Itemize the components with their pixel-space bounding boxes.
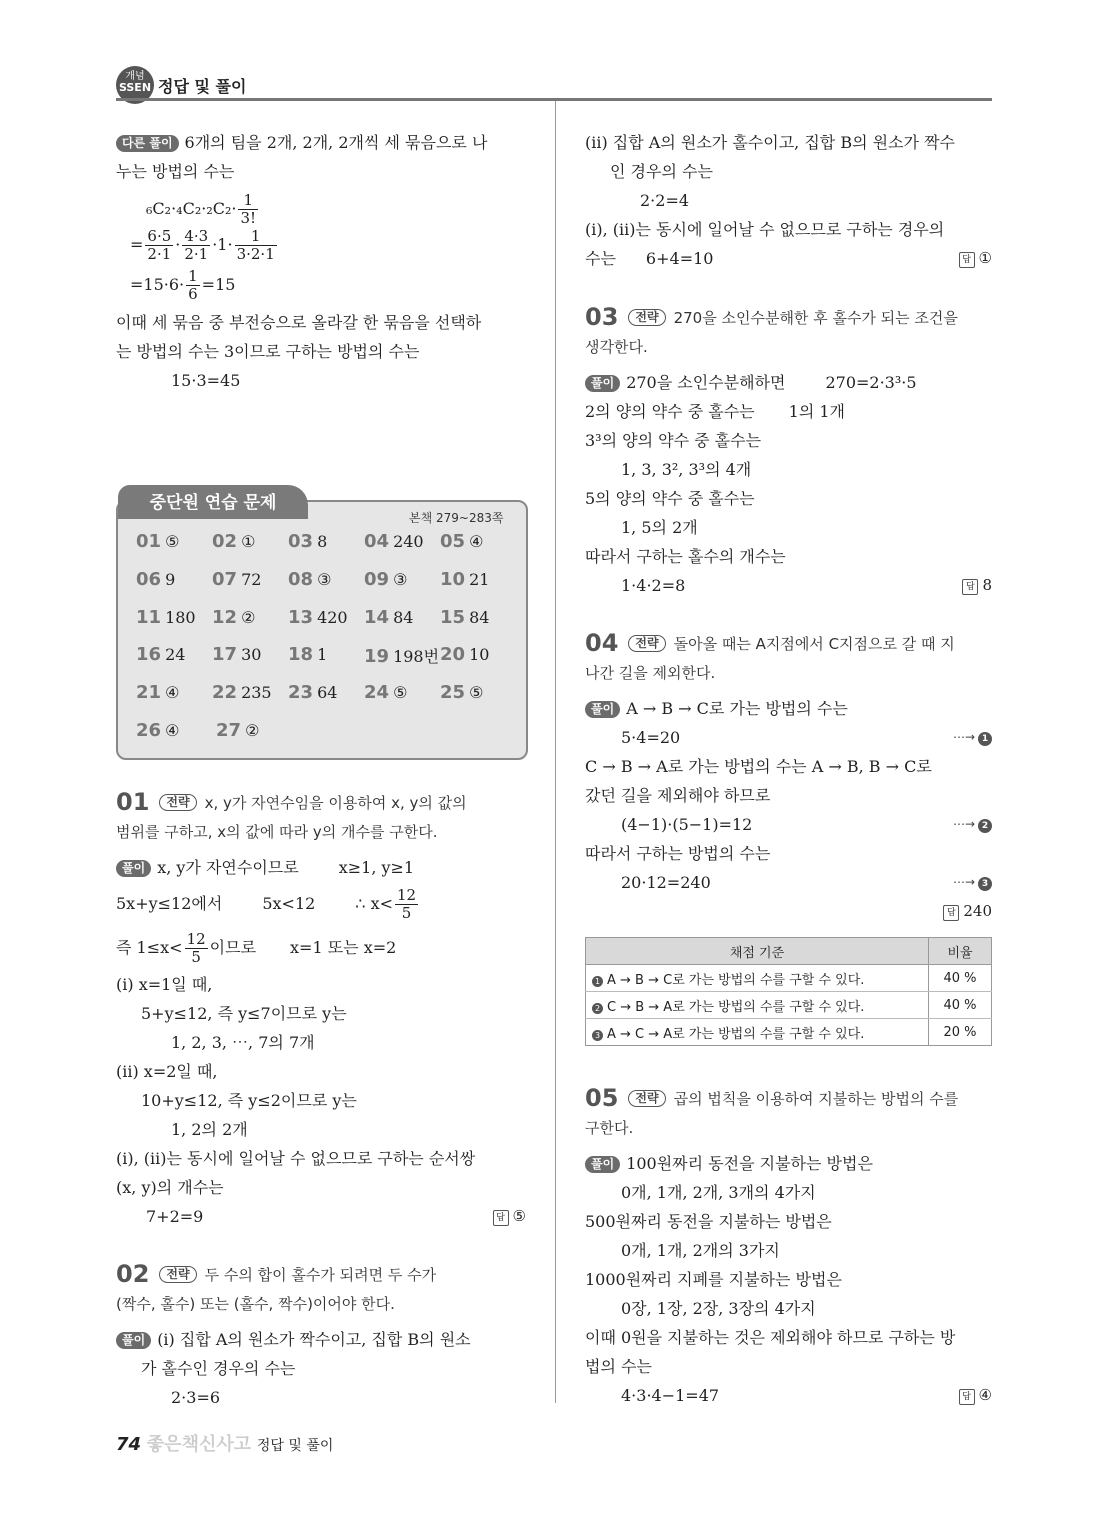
answer-value: ⑤ (512, 1207, 526, 1225)
denominator: 5 (401, 904, 412, 922)
alt-solution-badge: 다른 풀이 (116, 135, 179, 152)
equation-text: =15 (201, 275, 236, 294)
answer-value: 8 (317, 532, 328, 551)
criterion-text: A → C → A로 가는 방법의 수를 구할 수 있다. (607, 1026, 865, 1042)
answer-cell (136, 531, 212, 561)
column-divider (555, 101, 556, 1403)
strategy-text: 270을 소인수분해한 후 홀수가 되는 조건을 (673, 309, 958, 327)
answer-cell (440, 569, 516, 599)
equation-text: (4−1)·(5−1)=12 (621, 815, 753, 834)
table-cell: 40 % (929, 965, 992, 992)
answer-mark (959, 244, 992, 273)
answer-number: 16 (136, 644, 162, 665)
strategy-badge: 전략 (159, 1266, 196, 1283)
answer-number: 26 (136, 720, 162, 741)
text-line: 수는 (585, 249, 616, 268)
text-line: C → B → A로 가는 방법의 수는 A → B, B → C로 (585, 757, 932, 776)
equation-line (116, 268, 526, 308)
denominator: 3·2·1 (236, 245, 275, 263)
answer-cell (212, 682, 288, 712)
answer-cell (288, 569, 364, 599)
text-line: 5+y≤12, 즉 y≤7이므로 y는 (141, 1004, 347, 1023)
numerator: 1 (235, 228, 277, 246)
problem-03 (585, 303, 992, 600)
answer-number: 11 (136, 607, 162, 628)
table-row (586, 1019, 992, 1046)
answer-number: 25 (440, 682, 466, 703)
equation-line (116, 192, 526, 228)
text-line: 따라서 구하는 홀수의 개수는 (585, 547, 786, 566)
answer-value: ③ (393, 570, 408, 589)
text-line: 0개, 1개, 2개, 3개의 4가지 (621, 1183, 816, 1202)
answer-number: 04 (364, 531, 390, 552)
answer-icon: 답 (493, 1210, 509, 1226)
problem-number: 05 (585, 1084, 619, 1112)
text-line: 이므로 (209, 938, 257, 957)
footer-label: 정답 및 풀이 (256, 1438, 334, 1454)
text-line: 5의 양의 약수 중 홀수는 (585, 489, 755, 508)
logo-bottom-text: SSEN (118, 81, 152, 94)
answer-value: ① (978, 249, 992, 267)
table-cell: 20 % (929, 1019, 992, 1046)
numerator: 6·5 (147, 227, 172, 245)
answer-cell (364, 569, 440, 599)
criterion-text: A → B → C로 가는 방법의 수를 구할 수 있다. (607, 972, 865, 988)
solution-badge: 풀이 (585, 1156, 620, 1173)
text-line: 는 방법의 수는 3이므로 구하는 방법의 수는 (116, 342, 420, 361)
equation-text: 20·12=240 (621, 873, 711, 892)
step-number: 1 (978, 732, 992, 746)
answer-value: 24 (165, 645, 186, 664)
answer-value: 1 (317, 645, 328, 664)
criterion-number: 2 (592, 1003, 603, 1014)
problem-number: 01 (116, 788, 150, 816)
answer-value: 84 (393, 608, 414, 627)
text-line: 이때 0원을 지불하는 것은 제외해야 하므로 구하는 방 (585, 1328, 956, 1347)
strategy-text: 생각한다. (585, 338, 648, 356)
answer-number: 21 (136, 682, 162, 703)
fraction (185, 931, 208, 966)
text-line: 가 홀수인 경우의 수는 (141, 1359, 296, 1378)
text-line: 이때 세 묶음 중 부전승으로 올라갈 한 묶음을 선택하 (116, 313, 482, 332)
answer-number: 18 (288, 644, 314, 665)
answer-value: ⑤ (393, 683, 408, 702)
text-line: 법의 수는 (585, 1357, 652, 1376)
answer-number: 20 (440, 644, 466, 665)
answer-value: 84 (469, 608, 490, 627)
answer-number: 05 (440, 531, 466, 552)
answer-icon: 답 (943, 905, 959, 921)
equation-text: 5·4=20 (621, 728, 681, 747)
logo-top-text: 개념 (125, 71, 145, 82)
text-line: (x, y)의 개수는 (116, 1178, 224, 1197)
answer-value: 8 (982, 576, 992, 594)
answer-icon: 답 (959, 252, 975, 268)
equation-text: x≥1, y≥1 (338, 858, 415, 877)
text-line: 1000원짜리 지폐를 지불하는 방법은 (585, 1270, 842, 1289)
answer-value: 21 (469, 570, 490, 589)
answer-number: 27 (216, 720, 242, 741)
table-cell (586, 1019, 929, 1046)
answer-cell (288, 682, 364, 712)
equation-line: 2·2=4 (640, 191, 690, 210)
solution-badge: 풀이 (116, 860, 151, 877)
solution-badge: 풀이 (585, 375, 620, 392)
problem-number: 03 (585, 303, 619, 331)
strategy-text: 범위를 구하고, x의 값에 따라 y의 개수를 구한다. (116, 823, 438, 841)
equation-text: 6+4=10 (645, 249, 714, 268)
equation-line: 15·3=45 (171, 371, 241, 390)
header-rule (116, 98, 992, 101)
strategy-text: 구한다. (585, 1119, 634, 1137)
answer-number: 07 (212, 569, 238, 590)
answer-number: 02 (212, 531, 238, 552)
step-marker: ⋯→ 3 (953, 868, 992, 897)
answer-value: 72 (241, 570, 262, 589)
problem-01 (116, 788, 526, 1231)
answer-number: 12 (212, 607, 238, 628)
text-line: 1의 1개 (788, 402, 845, 421)
step-marker: ⋯→ 2 (953, 810, 992, 839)
fraction (182, 228, 210, 263)
answer-value: 180 (165, 608, 196, 627)
answer-cell (136, 682, 212, 712)
answer-value: 240 (963, 902, 992, 920)
text-line: 즉 1≤x< (116, 938, 183, 957)
answer-cell (364, 607, 440, 637)
solution-badge: 풀이 (116, 1332, 151, 1349)
grading-criteria-table (585, 937, 992, 1046)
equation-text: =15·6· (130, 275, 185, 294)
text-line: 5x+y≤12에서 (116, 894, 223, 913)
problem-02 (116, 1260, 526, 1412)
text-line: 2의 양의 약수 중 홀수는 (585, 402, 755, 421)
text-line: (i) x=1일 때, (116, 975, 213, 994)
strategy-text: (짝수, 홀수) 또는 (홀수, 짝수)이어야 한다. (116, 1295, 395, 1313)
answer-row (136, 644, 516, 674)
table-header: 비율 (929, 938, 992, 965)
alt-solution (116, 128, 526, 395)
answer-number: 17 (212, 644, 238, 665)
answer-row (136, 569, 516, 599)
text-line: A → B → C로 가는 방법의 수는 (626, 699, 848, 718)
text-line: 0장, 1장, 2장, 3장의 4가지 (621, 1299, 816, 1318)
strategy-badge: 전략 (628, 1090, 665, 1107)
text-line: 10+y≤12, 즉 y≤2이므로 y는 (141, 1091, 357, 1110)
text-line: 0개, 1개, 2개의 3가지 (621, 1241, 780, 1260)
answer-value: 240 (393, 532, 424, 551)
answer-cell (136, 720, 216, 750)
text-line: 500원짜리 동전을 지불하는 방법은 (585, 1212, 832, 1231)
answer-value: ⑤ (165, 532, 180, 551)
fraction (395, 887, 418, 922)
publisher-watermark: 좋은책신사고 (146, 1434, 252, 1455)
answer-value: 9 (165, 570, 176, 589)
denominator: 5 (191, 948, 201, 966)
page-header-title: 정답 및 풀이 (158, 77, 247, 96)
criterion-text: C → B → A로 가는 방법의 수를 구할 수 있다. (607, 999, 865, 1015)
equation-text: 4·3·4−1=47 (621, 1386, 720, 1405)
equation-text: ·1· (212, 235, 233, 254)
answer-value: ④ (469, 532, 484, 551)
denominator: 3! (240, 209, 257, 227)
text-line: (i), (ii)는 동시에 일어날 수 없으므로 구하는 경우의 (585, 220, 945, 239)
step-number: 2 (978, 819, 992, 833)
page-footer (116, 1430, 333, 1456)
answer-cell (364, 644, 440, 674)
text-line: 1, 2의 2개 (171, 1120, 248, 1139)
denominator: 2·1 (147, 245, 172, 263)
answer-row (136, 720, 516, 750)
answer-cell (440, 682, 516, 712)
denominator: 6 (188, 285, 198, 303)
answer-cell (136, 607, 212, 637)
answer-row (136, 531, 516, 561)
equation-text: 270=2·3³·5 (825, 373, 917, 392)
text-line: (i), (ii)는 동시에 일어날 수 없으므로 구하는 순서쌍 (116, 1149, 476, 1168)
answer-cell (136, 644, 212, 674)
answer-number: 09 (364, 569, 390, 590)
numerator: 12 (397, 886, 417, 904)
answer-number: 10 (440, 569, 466, 590)
text-line: 갔던 길을 제외해야 하므로 (585, 786, 771, 805)
answer-number: 13 (288, 607, 314, 628)
fraction (186, 268, 200, 303)
answer-value: 64 (317, 683, 338, 702)
answer-icon: 답 (962, 579, 978, 595)
text-line: 누는 방법의 수는 (116, 162, 235, 181)
strategy-badge: 전략 (628, 635, 665, 652)
answer-value: ④ (165, 683, 180, 702)
equation-text: x=1 또는 x=2 (290, 938, 397, 957)
fraction (235, 228, 277, 263)
text-line: (i) 집합 A의 원소가 짝수이고, 집합 B의 원소 (157, 1330, 471, 1349)
answer-cell (364, 682, 440, 712)
strategy-text: 돌아올 때는 A지점에서 C지점으로 갈 때 지 (673, 635, 955, 653)
criterion-number: 3 (592, 1030, 603, 1041)
strategy-text: 나간 길을 제외한다. (585, 664, 716, 682)
answer-value: 10 (469, 645, 490, 664)
answer-value: ① (241, 532, 256, 551)
answer-cell (364, 531, 440, 561)
page-number: 74 (116, 1434, 142, 1455)
answer-value: ② (241, 608, 256, 627)
answer-number: 22 (212, 682, 238, 703)
answer-cell (212, 607, 288, 637)
strategy-text: 두 수의 합이 홀수가 되려면 두 수가 (204, 1266, 437, 1284)
text-line: 270을 소인수분해하면 (626, 373, 786, 392)
answer-value: 235 (241, 683, 272, 702)
table-row (586, 992, 992, 1019)
text-line: 인 경우의 수는 (610, 162, 713, 181)
answer-row (136, 607, 516, 637)
equation-text: 1·4·2=8 (621, 576, 686, 595)
problem-number: 02 (116, 1260, 150, 1288)
numerator: 4·3 (184, 227, 209, 245)
text-line: 1, 5의 2개 (621, 518, 698, 537)
answer-mark (493, 1202, 526, 1231)
answer-value: ④ (978, 1386, 992, 1404)
fraction (238, 192, 258, 227)
answer-number: 15 (440, 607, 466, 628)
answer-cell (216, 720, 296, 750)
answer-mark (962, 571, 992, 600)
step-marker: ⋯→ 1 (953, 723, 992, 752)
text-line: 1, 3, 3², 3³의 4개 (621, 460, 752, 479)
text-line: 따라서 구하는 방법의 수는 (585, 844, 771, 863)
text-line: 3³의 양의 약수 중 홀수는 (585, 431, 762, 450)
answer-summary-title: 중단원 연습 문제 (118, 485, 308, 519)
table-header-row (586, 938, 992, 965)
equation-text: ∴ x< (355, 894, 393, 913)
answer-number: 03 (288, 531, 314, 552)
answer-cell (212, 569, 288, 599)
answer-cell (440, 644, 516, 674)
answer-number: 19 (364, 646, 390, 667)
answer-cell (288, 531, 364, 561)
numerator: 1 (238, 192, 258, 210)
numerator: 12 (186, 930, 206, 948)
strategy-text: x, y가 자연수임을 이용하여 x, y의 값의 (204, 794, 467, 812)
answer-value: ③ (317, 570, 332, 589)
solution-badge: 풀이 (585, 701, 620, 718)
problem-05 (585, 1084, 992, 1410)
table-cell: 40 % (929, 992, 992, 1019)
table-cell (586, 965, 929, 992)
answer-number: 23 (288, 682, 314, 703)
answer-icon: 답 (959, 1389, 975, 1405)
text-line: 100원짜리 동전을 지불하는 방법은 (626, 1154, 873, 1173)
text-line: 1, 2, 3, ⋯, 7의 7개 (171, 1033, 315, 1052)
answer-row (136, 682, 516, 712)
criterion-number: 1 (592, 976, 603, 987)
answer-number: 06 (136, 569, 162, 590)
answer-number: 14 (364, 607, 390, 628)
answer-number: 24 (364, 682, 390, 703)
answer-mark (943, 897, 992, 926)
equation-text: ₆C₂·₄C₂·₂C₂· (146, 199, 237, 218)
text-line: 6개의 팀을 2개, 2개, 2개씩 세 묶음으로 나 (184, 133, 488, 152)
denominator: 2·1 (184, 245, 209, 263)
answer-value: ⑤ (469, 683, 484, 702)
answer-value: ② (245, 721, 260, 740)
textbook-page-ref: 본책 279~283쪽 (409, 511, 504, 525)
answer-value: 420 (317, 608, 348, 627)
table-cell (586, 992, 929, 1019)
text-line: (ii) 집합 A의 원소가 홀수이고, 집합 B의 원소가 짝수 (585, 133, 956, 152)
answer-value: 198번 (393, 647, 440, 666)
table-row (586, 965, 992, 992)
problem-number: 04 (585, 629, 619, 657)
equation-line: 2·3=6 (171, 1388, 221, 1407)
answer-cell (440, 607, 516, 637)
strategy-badge: 전략 (628, 309, 665, 326)
problem-04 (585, 629, 992, 926)
equation-text: 5x<12 (262, 894, 316, 913)
step-number: 3 (978, 877, 992, 891)
answer-value: 30 (241, 645, 262, 664)
answer-value: ④ (165, 721, 180, 740)
text-line: x, y가 자연수이므로 (157, 858, 299, 877)
problem-02-continued (585, 128, 992, 273)
strategy-badge: 전략 (159, 794, 196, 811)
equation-line: = $\frac{6\cdot 5}{2\cdot 1}$ · $\frac{4\cdot 3}{2\cdot 1}$ ·1· $\frac{1}{3\cdot 2\cdot 1}$ (130, 227, 275, 263)
table-header: 채점 기준 (586, 938, 929, 965)
numerator: 1 (188, 267, 198, 285)
answer-number: 08 (288, 569, 314, 590)
answer-cell (212, 531, 288, 561)
answer-number: 01 (136, 531, 162, 552)
strategy-text: 곱의 법칙을 이용하여 지불하는 방법의 수를 (673, 1090, 959, 1108)
answer-cell (288, 644, 364, 674)
answer-cell (212, 644, 288, 674)
answer-cell (288, 607, 364, 637)
equation-text: 7+2=9 (146, 1207, 204, 1226)
answer-cell (136, 569, 212, 599)
answer-mark (959, 1381, 992, 1410)
text-line: (ii) x=2일 때, (116, 1062, 218, 1081)
fraction (145, 228, 173, 263)
answer-cell (440, 531, 516, 561)
